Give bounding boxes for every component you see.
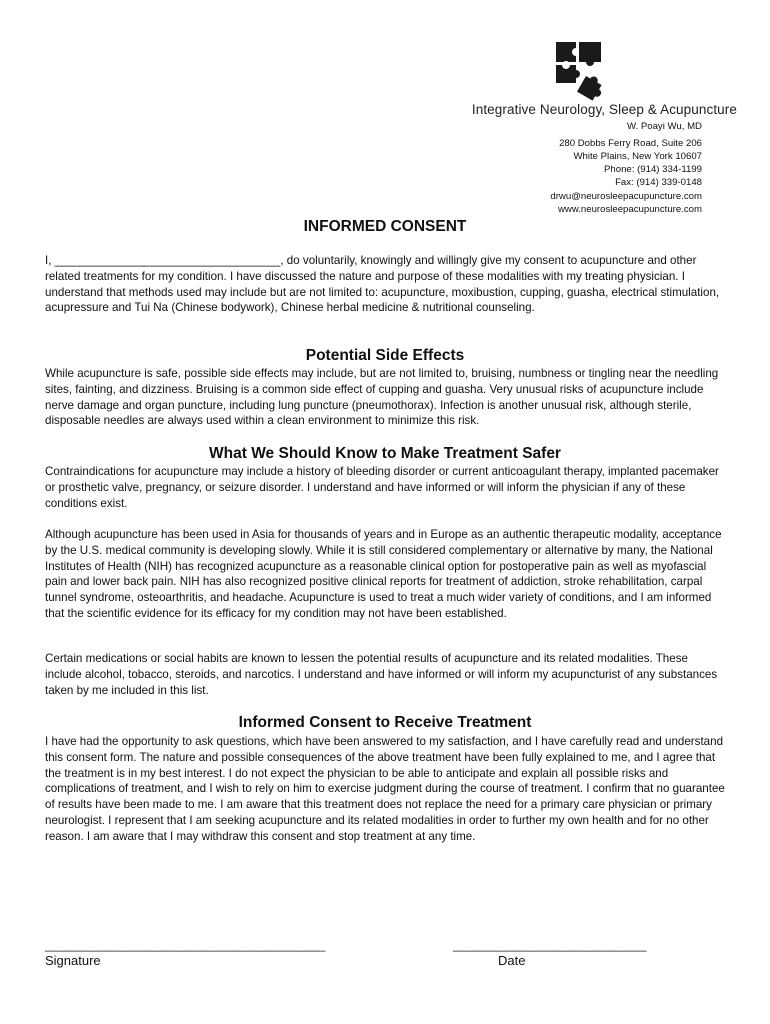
website-address: www.neurosleepacupuncture.com	[558, 204, 702, 215]
medications-paragraph: Certain medications or social habits are known to lessen the potential results of acupuncture and its related modalities. These include alcohol, tobacco, steroids, and narcotics. I understand and have informed or will inform my acupuncturist of any substances taken by me included in this list.	[45, 652, 718, 697]
page-title: INFORMED CONSENT	[303, 218, 467, 235]
phone-number: Phone: (914) 334-1199	[604, 164, 702, 175]
side-effects-paragraph: While acupuncture is safe, possible side effects may include, but are not limited to, bruising, numbness or tingling near the needling sites, fainting, and dizziness. Bruising is a common side effect of cupping and guasha. Very unusual risks of acupuncture include nerve damage and organ puncture, including lung puncture (pneumothorax). Infection is another unusual risk, although sterile, disposable needles are always used within a clean environment to minimize this risk.	[45, 367, 719, 428]
intro-paragraph: I, ___________________________________, do voluntarily, knowingly and willingly give my consent to acupuncture and other related treatments for my condition. I have discussed the nature and purpose of these modalities with my treating physician. I understand that methods used may include but are not limited to: acupuncture, moxibustion, cupping, guasha, electrical stimulation, acupressure and Tui Na (Chinese bodywork), Chinese herbal medicine & nutritional counseling.	[45, 254, 720, 315]
consent-paragraph: I have had the opportunity to ask questions, which have been answered to my satisfaction, and I have carefully read and understand this consent form. The nature and possible consequences of the above treatment have been fully explained to me, and I agree that the treatment is in my best interest. I do not expect the physician to be able to anticipate and explain all possible risks and complications of treatment, and I wish to rely on him to exercise judgment during the course of treatment. I confirm that no guarantee of results have been made to me. I am aware that this treatment does not replace the need for a primary care physician or primary neurologist. I represent that I am seeking acupuncture and its related modalities in order to further my own health and for no other reason. I am aware that I may withdraw this consent and stop treatment at any time.	[45, 735, 725, 843]
contraindications-paragraph: Contraindications for acupuncture may include a history of bleeding disorder or current anticoagulant therapy, implanted pacemaker or prosthetic valve, pregnancy, or seizure disorder. I understand and have informed or will inform the physician if any of these conditions exist.	[45, 465, 719, 510]
email-address: drwu@neurosleepacupuncture.com	[550, 191, 702, 202]
signature-line[interactable]: __________________________________________	[45, 938, 326, 952]
doctor-name: W. Poayi Wu, MD	[627, 121, 702, 132]
acupuncture-acceptance-paragraph: Although acupuncture has been used in Asia for thousands of years and in Europe as an authentic therapeutic modality, acceptance by the U.S. medical community is developing slowly. While it is still considered complementary or alternative by many, the National Institutes of Health (NIH) has recognized acupuncture as a reasonable clinical option for postoperative pain as well as myofascial pain and lower back pain. NIH has also recognized positive clinical reports for treatment of addiction, stroke rehabilitation, carpal tunnel syndrome, osteoarthritis, and headache. Acupuncture is used to treat a much wider variety of conditions, and I am informed that the scientific evidence for its efficacy for my condition may not have been established.	[45, 528, 722, 620]
fax-number: Fax: (914) 339-0148	[615, 177, 702, 188]
section-heading-side-effects: Potential Side Effects	[305, 347, 465, 364]
date-line[interactable]: _____________________________	[453, 938, 647, 952]
section-heading-informed-consent: Informed Consent to Receive Treatment	[238, 714, 532, 731]
practice-logo	[552, 40, 622, 104]
signature-label: Signature	[45, 953, 101, 968]
practice-name: Integrative Neurology, Sleep & Acupuncture	[471, 102, 737, 117]
section-heading-treatment-safer: What We Should Know to Make Treatment Safer	[209, 445, 561, 462]
puzzle-logo-icon	[552, 40, 622, 104]
address-line-1: 280 Dobbs Ferry Road, Suite 206	[559, 138, 702, 149]
date-label: Date	[498, 953, 526, 968]
address-line-2: White Plains, New York 10607	[573, 151, 702, 162]
